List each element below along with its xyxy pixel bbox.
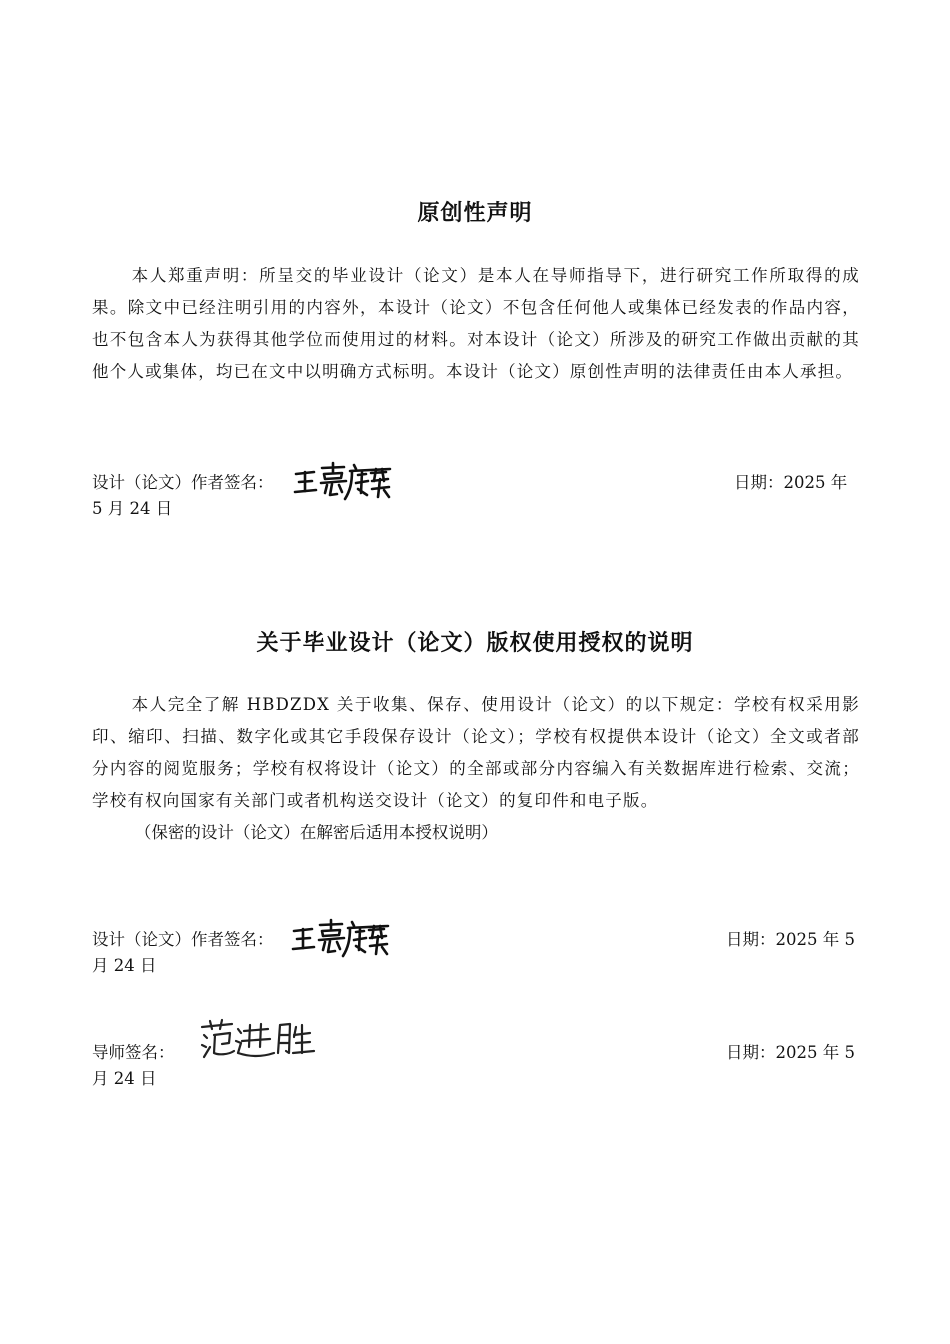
originality-date-continued: 5 月 24 日 [92,499,173,518]
author-signature-image [292,459,396,505]
author-date-continued: 月 24 日 [92,956,157,975]
advisor-signature-image [198,1017,316,1063]
originality-signature-row [92,469,860,529]
author-signature-label: 设计（论文）作者签名： [92,473,274,492]
copyright-author-signature-row [92,926,860,986]
advisor-signature-label: 导师签名： [92,1043,175,1062]
copyright-title: 关于毕业设计（论文）版权使用授权的说明 [256,631,694,656]
advisor-signature-row [92,1039,860,1099]
advisor-date-continued: 月 24 日 [92,1069,157,1088]
author-date: 日期：2025 年 5 [726,930,855,949]
confidential-note: （保密的设计（论文）在解密后适用本授权说明） [134,823,498,842]
author-signature-image [290,916,394,962]
advisor-date: 日期：2025 年 5 [726,1043,855,1062]
originality-body: 本人郑重声明：所呈交的毕业设计（论文）是本人在导师指导下，进行研究工作所取得的成果。除文中已经注明引用的内容外，本设计（论文）不包含任何他人或集体已经发表的作品内容，也不包含本人为获得其他学位而使用过的材料。对本设计（论文）所涉及的研究工作做出贡献的其他个人或集体，均已在文中以明确方式标明。本设计（论文）原创性声明的法律责任由本人承担。 [92,266,860,381]
originality-date: 日期：2025 年 [734,473,848,492]
originality-title: 原创性声明 [417,201,533,226]
copyright-body: 本人完全了解 HBDZDX 关于收集、保存、使用设计（论文）的以下规定：学校有权采用影印、缩印、扫描、数字化或其它手段保存设计（论文）；学校有权提供本设计（论文）全文或者部分内容的阅览服务；学校有权将设计（论文）的全部或部分内容编入有关数据库进行检索、交流；学校有权向国家有关部门或者机构送交设计（论文）的复印件和电子版。 [92,695,860,810]
author-signature-label: 设计（论文）作者签名： [92,930,274,949]
